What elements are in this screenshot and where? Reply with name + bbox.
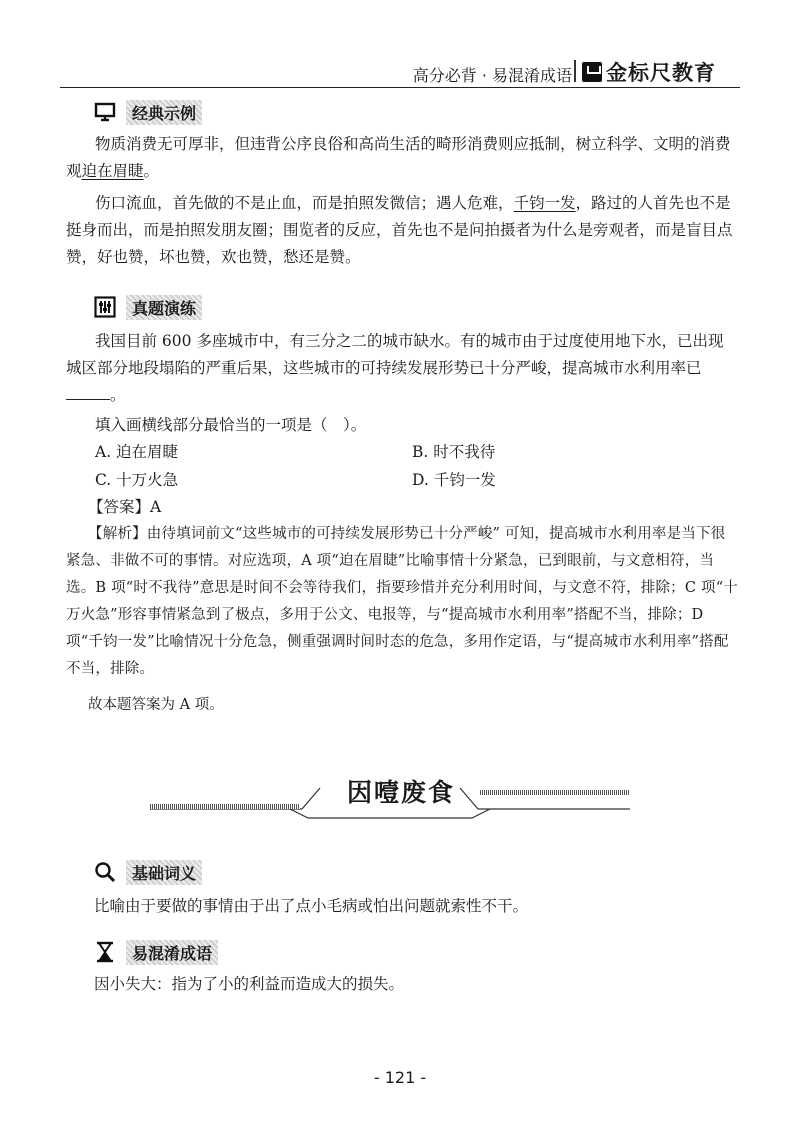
answer-blank [66, 384, 110, 400]
sliders-icon [94, 296, 116, 318]
header-rule [60, 87, 740, 88]
classic-heading [94, 100, 202, 124]
brand-logo [582, 57, 716, 87]
hourglass-icon [94, 941, 116, 963]
conclusion-text: 故本题答案为 A 项。 [88, 697, 224, 713]
classic-example-1: 物质消费无可厚非，但违背公序良俗和高尚生活的畸形消费则应抵制，树立科学、文明的消费观迫在眉睫。 [66, 135, 731, 180]
option-d: D. 千钧一发 [412, 471, 496, 489]
monitor-icon [94, 101, 116, 123]
underlined-idiom: 千钧一发 [513, 194, 576, 212]
question-stem: 我国目前 600 多座城市中，有三分之二的城市缺水。有的城市由于过度使用地下水，已出现城区部分地段塌陷的严重后果，这些城市的可持续发展形势已十分严峻，提高城市水利用率已。 [66, 332, 724, 404]
page-number: - 121 - [373, 1068, 427, 1087]
header-divider [574, 60, 576, 82]
brand-name: 金标尺教育 [606, 61, 716, 85]
exercise-heading [94, 295, 202, 319]
classic-heading-label: 经典示例 [126, 100, 202, 125]
banner-hatch-right [480, 790, 630, 795]
banner-hatch-left [150, 804, 300, 809]
search-icon [94, 861, 116, 883]
basic-heading [94, 860, 202, 884]
analysis-text: 【解析】由待填词前文“这些城市的可持续发展形势已十分严峻” 可知，提高城市水利用率是当下很紧急、非做不可的事情。对应选项，A 项“迫在眉睫”比喻事情十分紧急，已到眼前，与文意相符，当选。B 项“时不我待”意思是时间不会等待我们，指要珍惜并充分利用时间，与文意不符，排除；C 项“十万火急”形容事情紧急到了极点，多用于公文、电报等，与“提高城市水利用率”搭配不当，排除；D 项“千钧一发”比喻情况十分危急，侧重强调时间时态的危急，多用作定语，与“提高城市水利用率”搭配不当，排除。 [66, 526, 739, 677]
confuse-heading [94, 940, 218, 964]
header-series-title: 高分必背 · 易混淆成语 [412, 66, 572, 85]
question-prompt: 填入画横线部分最恰当的一项是（ ）。 [95, 416, 367, 434]
exercise-heading-label: 真题演练 [126, 295, 202, 320]
idiom-title: 因噎废食 [346, 778, 455, 807]
option-a: A. 迫在眉睫 [95, 443, 179, 461]
basic-definition: 比喻由于要做的事情由于出了点小毛病或怕出问题就索性不干。 [94, 897, 529, 915]
confuse-heading-label: 易混淆成语 [126, 940, 218, 965]
option-b: B. 时不我待 [412, 443, 496, 461]
brand-mark-icon [582, 62, 602, 82]
option-c: C. 十万火急 [95, 471, 179, 489]
basic-heading-label: 基础词义 [126, 860, 202, 885]
classic-example-2: 伤口流血，首先做的不是止血，而是拍照发微信；遇人危难，千钧一发，路过的人首先也不是挺身而出，而是拍照发朋友圈；围览者的反应，首先也不是问拍摄者为什么是旁观者，而是盲目点赞，好也赞，坏也赞，欢也赞，愁还是赞。 [66, 194, 733, 266]
confuse-definition: 因小失大：指为了小的利益而造成大的损失。 [94, 975, 405, 993]
answer-line: 【答案】A [88, 498, 162, 516]
underlined-idiom: 迫在眉睫 [81, 162, 144, 180]
